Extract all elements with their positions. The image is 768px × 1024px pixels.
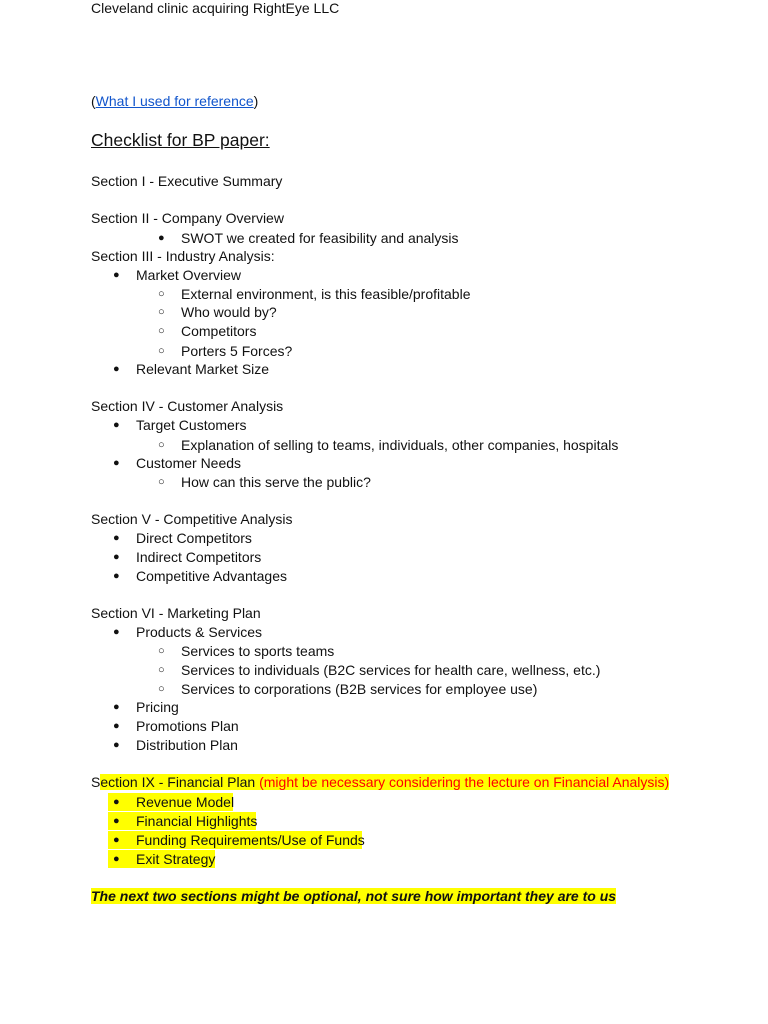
reference-close-paren: ) (253, 93, 259, 109)
bullet-filled-icon: ● (113, 626, 120, 638)
reference-open-paren: ( (91, 93, 96, 109)
bullet-filled-icon: ● (113, 457, 120, 469)
bullet-hollow-icon: ○ (158, 306, 165, 318)
bullet-hollow-icon: ○ (158, 439, 165, 451)
list-item: Competitors (181, 323, 257, 339)
section-9-heading (91, 773, 669, 791)
document-title: Cleveland clinic acquiring RightEye LLC (91, 0, 340, 16)
list-item: Indirect Competitors (136, 549, 262, 565)
section-9-title: ection IX - Financial Plan (100, 774, 260, 790)
list-item: SWOT we created for feasibility and analysis (181, 230, 459, 246)
bullet-filled-icon: ● (113, 419, 120, 431)
reference-line (91, 92, 258, 110)
list-item: Porters 5 Forces? (181, 343, 293, 359)
list-item: Direct Competitors (136, 530, 252, 546)
section-9-first-letter: S (91, 774, 101, 790)
section-3-heading: Section III - Industry Analysis: (91, 248, 275, 264)
list-item: Exit Strategy (136, 851, 216, 867)
bullet-hollow-icon: ○ (158, 288, 165, 300)
list-item: Services to corporations (B2B services for employee use) (181, 681, 538, 697)
list-item: Customer Needs (136, 455, 242, 471)
bullet-hollow-icon: ○ (158, 645, 165, 657)
list-item: Competitive Advantages (136, 568, 287, 584)
list-item: Market Overview (136, 267, 242, 283)
section-9-note: (might be necessary considering the lecture on Financial Analysis) (259, 774, 670, 790)
bullet-filled-icon: ● (113, 815, 120, 827)
list-item: Relevant Market Size (136, 361, 270, 377)
section-1-heading: Section I - Executive Summary (91, 173, 283, 189)
section-4-heading: Section IV - Customer Analysis (91, 398, 284, 414)
list-item: Target Customers (136, 417, 247, 433)
section-6-heading: Section VI - Marketing Plan (91, 605, 261, 621)
bullet-hollow-icon: ○ (158, 325, 165, 337)
bullet-filled-icon: ● (113, 363, 120, 375)
bullet-filled-icon: ● (113, 834, 120, 846)
bullet-hollow-icon: ○ (158, 664, 165, 676)
checklist-heading: Checklist for BP paper: (91, 130, 270, 150)
list-item: Services to individuals (B2C services for health care, wellness, etc.) (181, 662, 601, 678)
list-item: Explanation of selling to teams, individuals, other companies, hospitals (181, 437, 619, 453)
list-item: Who would by? (181, 304, 277, 320)
reference-link[interactable]: What I used for reference (95, 93, 254, 109)
bullet-filled-icon: ● (113, 551, 120, 563)
bullet-filled-icon: ● (113, 796, 120, 808)
bullet-filled-icon: ● (113, 532, 120, 544)
section-2-heading: Section II - Company Overview (91, 210, 284, 226)
bullet-filled-icon: ● (113, 570, 120, 582)
bullet-filled-icon: ● (113, 269, 120, 281)
list-item: Distribution Plan (136, 737, 238, 753)
list-item: Financial Highlights (136, 813, 258, 829)
bullet-filled-icon: ● (113, 853, 120, 865)
bullet-filled-icon: ● (113, 739, 120, 751)
section-5-heading: Section V - Competitive Analysis (91, 511, 293, 527)
bullet-hollow-icon: ○ (158, 345, 165, 357)
list-item: External environment, is this feasible/profitable (181, 286, 471, 302)
optional-sections-note (91, 887, 616, 905)
list-item: Funding Requirements/Use of Funds (136, 832, 365, 848)
bullet-hollow-icon: ○ (158, 683, 165, 695)
bullet-filled-icon: ● (158, 232, 165, 244)
optional-sections-note-text: The next two sections might be optional, not sure how important they are to us (91, 888, 617, 904)
list-item: Products & Services (136, 624, 263, 640)
list-item: Services to sports teams (181, 643, 335, 659)
list-item: Promotions Plan (136, 718, 239, 734)
list-item: Pricing (136, 699, 179, 715)
bullet-filled-icon: ● (113, 720, 120, 732)
list-item: How can this serve the public? (181, 474, 371, 490)
bullet-hollow-icon: ○ (158, 476, 165, 488)
list-item: Revenue Model (136, 794, 235, 810)
bullet-filled-icon: ● (113, 701, 120, 713)
